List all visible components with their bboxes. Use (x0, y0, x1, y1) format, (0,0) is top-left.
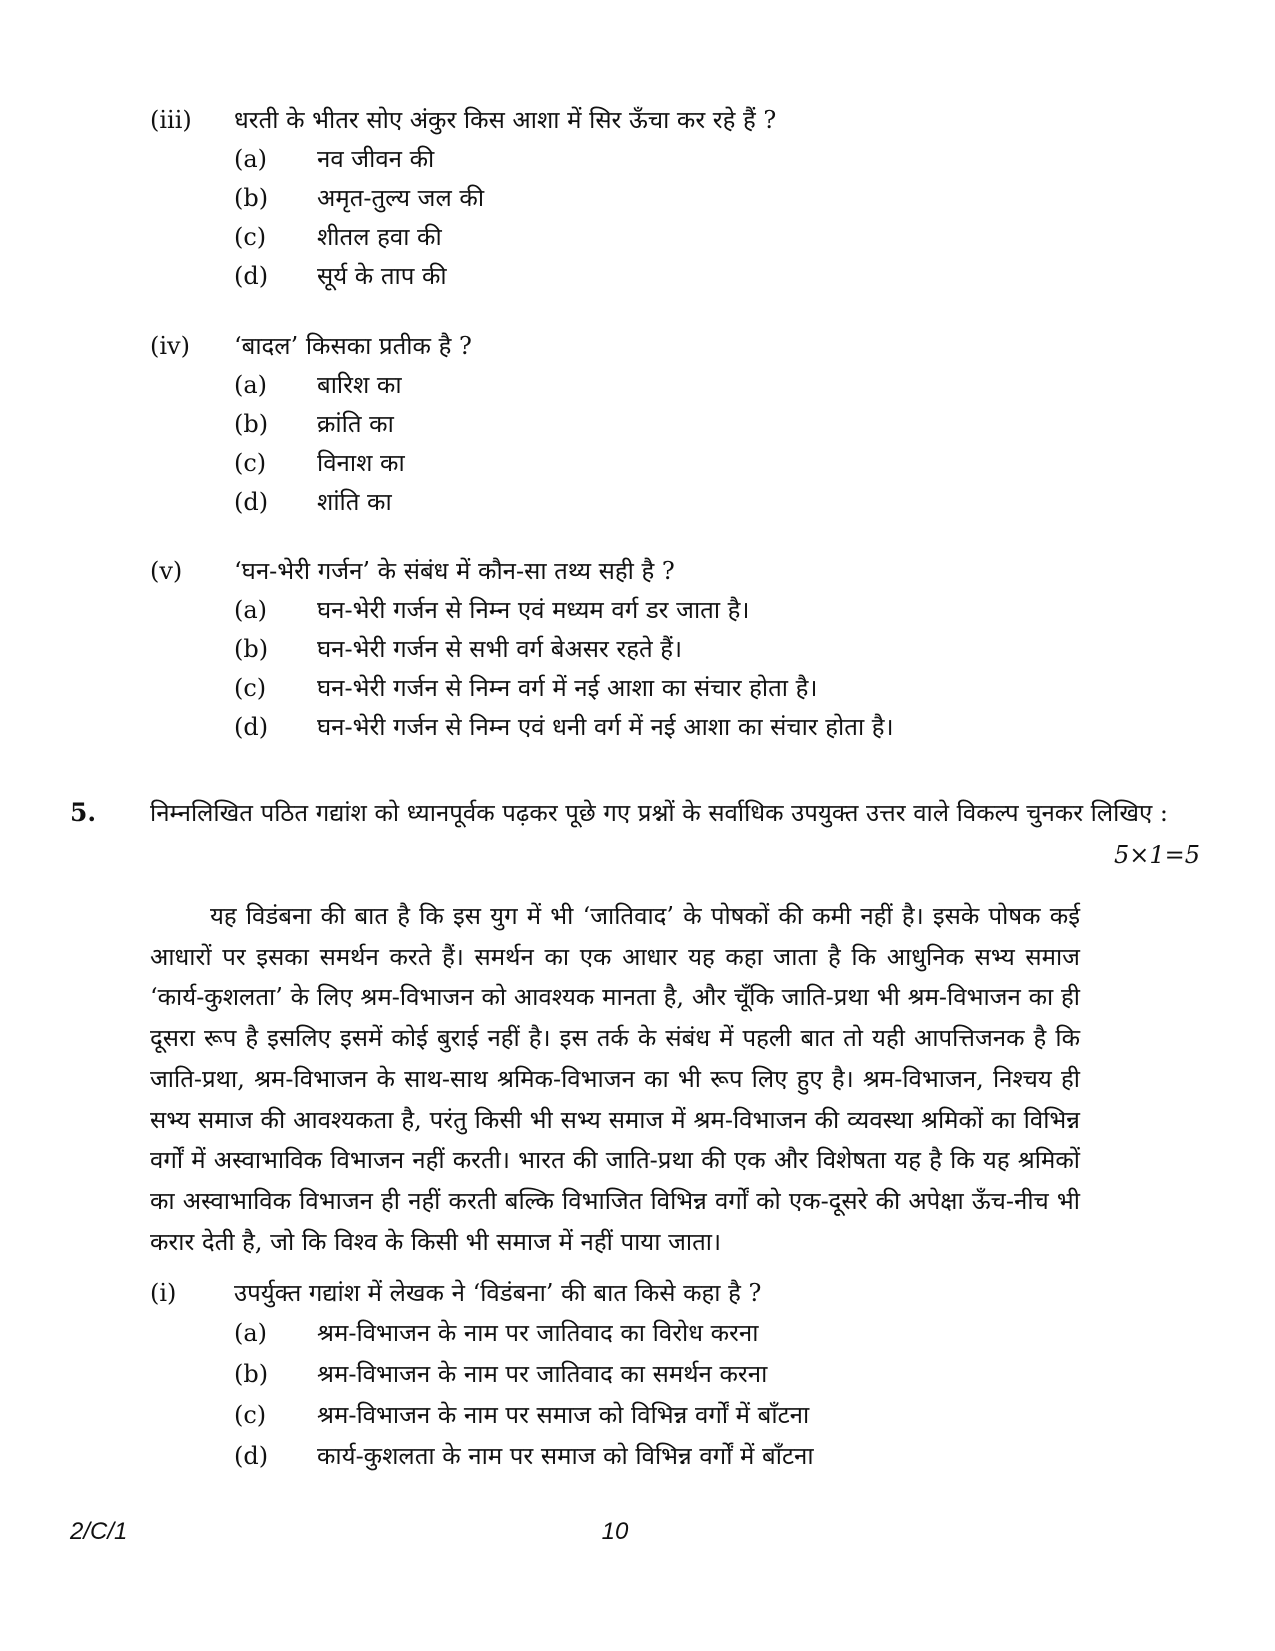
option-d (150, 1436, 1190, 1477)
question-text: ‘घन-भेरी गर्जन’ के संबंध में कौन-सा तथ्य सही है ? (234, 557, 675, 585)
question-iv (150, 326, 1190, 522)
option-text: शीतल हवा की (317, 223, 442, 251)
option-label: (a) (234, 1319, 268, 1347)
question-number: (i) (150, 1279, 177, 1307)
option-label: (a) (234, 596, 268, 624)
option-a (150, 140, 1190, 179)
option-text: शांति का (317, 488, 392, 516)
option-d (150, 257, 1190, 296)
option-text: घन-भेरी गर्जन से निम्न एवं मध्यम वर्ग डर जाता है। (317, 596, 750, 624)
question-number: (iv) (150, 332, 190, 360)
option-text: नव जीवन की (317, 145, 435, 173)
option-label: (a) (234, 371, 268, 399)
option-label: (b) (234, 410, 269, 438)
option-b (150, 630, 1190, 669)
option-c (150, 1395, 1190, 1436)
option-label: (c) (234, 449, 267, 477)
option-b (150, 179, 1190, 218)
option-text: अमृत-तुल्य जल की (317, 184, 485, 212)
option-label: (c) (234, 1401, 267, 1429)
option-a (150, 1313, 1190, 1354)
option-text: क्रांति का (317, 410, 394, 438)
option-d (150, 483, 1190, 522)
question-text: ‘बादल’ किसका प्रतीक है ? (234, 332, 472, 360)
option-text: घन-भेरी गर्जन से सभी वर्ग बेअसर रहते हैं। (317, 635, 683, 663)
paper-code: 2/C/1 (70, 1518, 128, 1545)
option-text: विनाश का (317, 449, 405, 477)
question-number: 5. (70, 798, 97, 827)
page-number: 10 (601, 1518, 629, 1545)
option-label: (d) (234, 262, 269, 290)
option-a (150, 366, 1190, 405)
question-stem (150, 1273, 1190, 1313)
option-label: (d) (234, 488, 269, 516)
option-a (150, 591, 1190, 630)
option-label: (c) (234, 223, 267, 251)
option-label: (b) (234, 635, 269, 663)
question-text: धरती के भीतर सोए अंकुर किस आशा में सिर ऊँचा कर रहे हैं ? (234, 106, 777, 134)
option-text: बारिश का (317, 371, 402, 399)
option-text: कार्य-कुशलता के नाम पर समाज को विभिन्न वर्गों में बाँटना (317, 1442, 814, 1470)
option-text: श्रम-विभाजन के नाम पर जातिवाद का समर्थन करना (317, 1360, 768, 1388)
option-text: सूर्य के ताप की (317, 262, 447, 290)
option-label: (c) (234, 674, 267, 702)
option-text: घन-भेरी गर्जन से निम्न वर्ग में नई आशा का संचार होता है। (317, 674, 818, 702)
option-c (150, 669, 1190, 708)
question-stem (150, 326, 1190, 366)
option-b (150, 1354, 1190, 1395)
question-number: (iii) (150, 106, 192, 134)
option-label: (a) (234, 145, 268, 173)
reading-passage: यह विडंबना की बात है कि इस युग में भी ‘जातिवाद’ के पोषकों की कमी नहीं है। इसके पोषक कई आधारों पर इसका समर्थन करते हैं। समर्थन का एक आधार यह कहा जाता है कि आधुनिक सभ्य समाज ‘कार्य-कुशलता’ के लिए श्रम-विभाजन को आवश्यक मानता है, और चूँकि जाति-प्रथा भी श्रम-विभाजन का ही दूसरा रूप है इसलिए इसमें कोई बुराई नहीं है। इस तर्क के संबंध में पहली बात तो यही आपत्तिजनक है कि जाति-प्रथा, श्रम-विभाजन के साथ-साथ श्रमिक-विभाजन का भी रूप लिए हुए है। श्रम-विभाजन, निश्चय ही सभ्य समाज की आवश्यकता है, परंतु किसी भी सभ्य समाज में श्रम-विभाजन की व्यवस्था श्रमिकों का विभिन्न वर्गों में अस्वाभाविक विभाजन नहीं करती। भारत की जाति-प्रथा की एक और विशेषता यह है कि यह श्रमिकों का अस्वाभाविक विभाजन ही नहीं करती बल्कि विभाजित विभिन्न वर्गों को एक-दूसरे की अपेक्षा ऊँच-नीच भी करार देती है, जो कि विश्व के किसी भी समाज में नहीं पाया जाता। (150, 902, 1080, 1256)
question-instruction: निम्नलिखित पठित गद्यांश को ध्यानपूर्वक पढ़कर पूछे गए प्रश्नों के सर्वाधिक उपयुक्त उत्तर वाले विकल्प चुनकर लिखिए : (150, 799, 1168, 827)
question-5-i (150, 1273, 1190, 1477)
question-number: (v) (150, 557, 183, 585)
question-stem (150, 551, 1190, 591)
option-d (150, 708, 1190, 747)
question-text: उपर्युक्त गद्यांश में लेखक ने ‘विडंबना’ की बात किसे कहा है ? (234, 1279, 762, 1307)
question-v (150, 551, 1190, 747)
option-text: घन-भेरी गर्जन से निम्न एवं धनी वर्ग में नई आशा का संचार होता है। (317, 713, 894, 741)
option-label: (b) (234, 1360, 269, 1388)
question-stem (150, 100, 1190, 140)
option-label: (d) (234, 1442, 269, 1470)
option-text: श्रम-विभाजन के नाम पर जातिवाद का विरोध करना (317, 1319, 759, 1347)
marks-allocation: 5×1=5 (1113, 841, 1200, 869)
option-b (150, 405, 1190, 444)
question-iii (150, 100, 1190, 296)
option-c (150, 218, 1190, 257)
option-label: (d) (234, 713, 269, 741)
option-label: (b) (234, 184, 269, 212)
option-c (150, 444, 1190, 483)
option-text: श्रम-विभाजन के नाम पर समाज को विभिन्न वर्गों में बाँटना (317, 1401, 810, 1429)
